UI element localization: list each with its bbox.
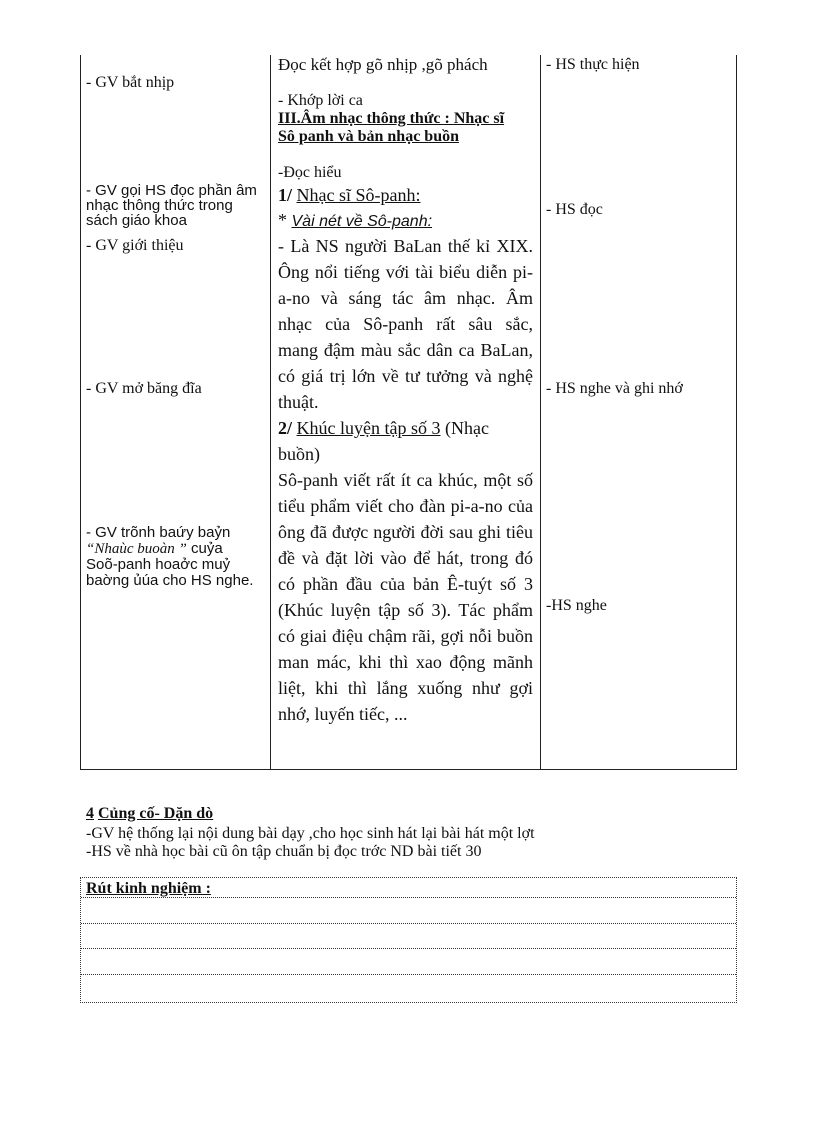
table-border-col1 bbox=[270, 55, 271, 770]
left-gv-goi-hs: - GV gọi HS đọc phần âm nhạc thông thức trong sách giáo khoa bbox=[86, 182, 257, 229]
experience-line-2 bbox=[81, 923, 736, 924]
mid-item1 bbox=[278, 184, 538, 206]
left-gv-mo-bang: - GV mở băng đĩa bbox=[86, 380, 202, 397]
experience-line-1 bbox=[81, 897, 736, 898]
consolidation-line1: -GV hệ thống lại nội dung bài dạy ,cho học sinh hát lại bài hát một lợt bbox=[86, 825, 535, 842]
mid-khop-loi-ca: - Khớp lời ca bbox=[278, 92, 363, 109]
mid-item2 bbox=[278, 415, 533, 467]
experience-title: Rút kinh nghiệm : bbox=[86, 880, 211, 897]
mid-doc-ket-hop: Đọc kết hợp gõ nhịp ,gõ phách bbox=[278, 55, 488, 74]
mid-doc-hieu: -Đọc hiểu bbox=[278, 164, 342, 181]
mid-vai-net bbox=[278, 208, 538, 234]
mid-vai-net-star: * bbox=[278, 210, 287, 230]
left-gv-gioi-thieu: - GV giới thiệu bbox=[86, 237, 184, 254]
consolidation-heading bbox=[86, 805, 726, 823]
consolidation-title: Củng cố- Dặn dò bbox=[98, 805, 214, 822]
right-hs-doc: - HS đọc bbox=[546, 201, 603, 218]
mid-item2-num: 2/ bbox=[278, 418, 293, 438]
consolidation-line2: -HS về nhà học bài cũ ôn tập chuẩn bị đọc trớc ND bài tiết 30 bbox=[86, 843, 482, 860]
table-border-col2 bbox=[540, 55, 541, 770]
left-gv-trinh-bay-4: Soõ-panh hoaởc muỷ baờng ủúa cho HS nghe. bbox=[86, 556, 254, 589]
mid-vai-net-title: Vài nét về Sô-panh: bbox=[291, 213, 433, 230]
mid-item1-title: Nhạc sĩ Sô-panh: bbox=[296, 185, 421, 205]
experience-line-3 bbox=[81, 948, 736, 949]
right-hs-nghe-ghi-nho: - HS nghe và ghi nhớ bbox=[546, 380, 683, 397]
left-gv-trinh-bay bbox=[86, 525, 264, 589]
mid-item2-title: Khúc luyện tập số 3 bbox=[296, 418, 441, 438]
mid-section3-title: III.Âm nhạc thông thức : Nhạc sĩ Sô panh và bản nhạc buồn bbox=[278, 110, 505, 145]
left-gv-trinh-bay-1: - GV trõnh baứy baỷn bbox=[86, 524, 231, 541]
table-border-left bbox=[80, 55, 81, 770]
left-gv-bat-nhip: - GV bắt nhịp bbox=[86, 74, 175, 91]
right-hs-nghe: -HS nghe bbox=[546, 597, 607, 614]
experience-line-4 bbox=[81, 974, 736, 975]
left-gv-trinh-bay-3: cuỷa bbox=[191, 540, 223, 557]
table-border-bottom bbox=[80, 769, 737, 770]
mid-item1-num: 1/ bbox=[278, 185, 293, 205]
mid-desc: Sô-panh viết rất ít ca khúc, một số tiểu phẩm viết cho đàn pi-a-no của ông đã được người đời sau ghi tiêu đề và đặt lời vào để hát, trong đó có phần đầu của bản Ê-tuýt số 3 (Khúc luyện tập số 3). Tác phẩm có giai điệu chậm rãi, gợi nỗi buồn man mác, khi thì xao động mãnh liệt, khi thì lắng xuống như gợi nhớ, luyến tiếc, ... bbox=[278, 470, 533, 724]
mid-bio: - Là NS người BaLan thế kỉ XIX. Ông nổi tiếng với tài biểu diễn pi-a-no và sáng tác âm nhạc. Âm nhạc của Sô-panh rất sâu sắc, mang đậm màu sắc dân ca BaLan, có giá trị lớn về tư tưởng và nghệ thuật. bbox=[278, 236, 533, 412]
consolidation-number: 4 bbox=[86, 805, 94, 822]
right-hs-thuc-hien: - HS thực hiện bbox=[546, 56, 640, 73]
table-border-right bbox=[736, 55, 737, 770]
mid-item2-rest: (Nhạc buồn) bbox=[278, 418, 489, 464]
left-gv-trinh-bay-title: “Nhaùc buoàn ” bbox=[86, 541, 187, 557]
